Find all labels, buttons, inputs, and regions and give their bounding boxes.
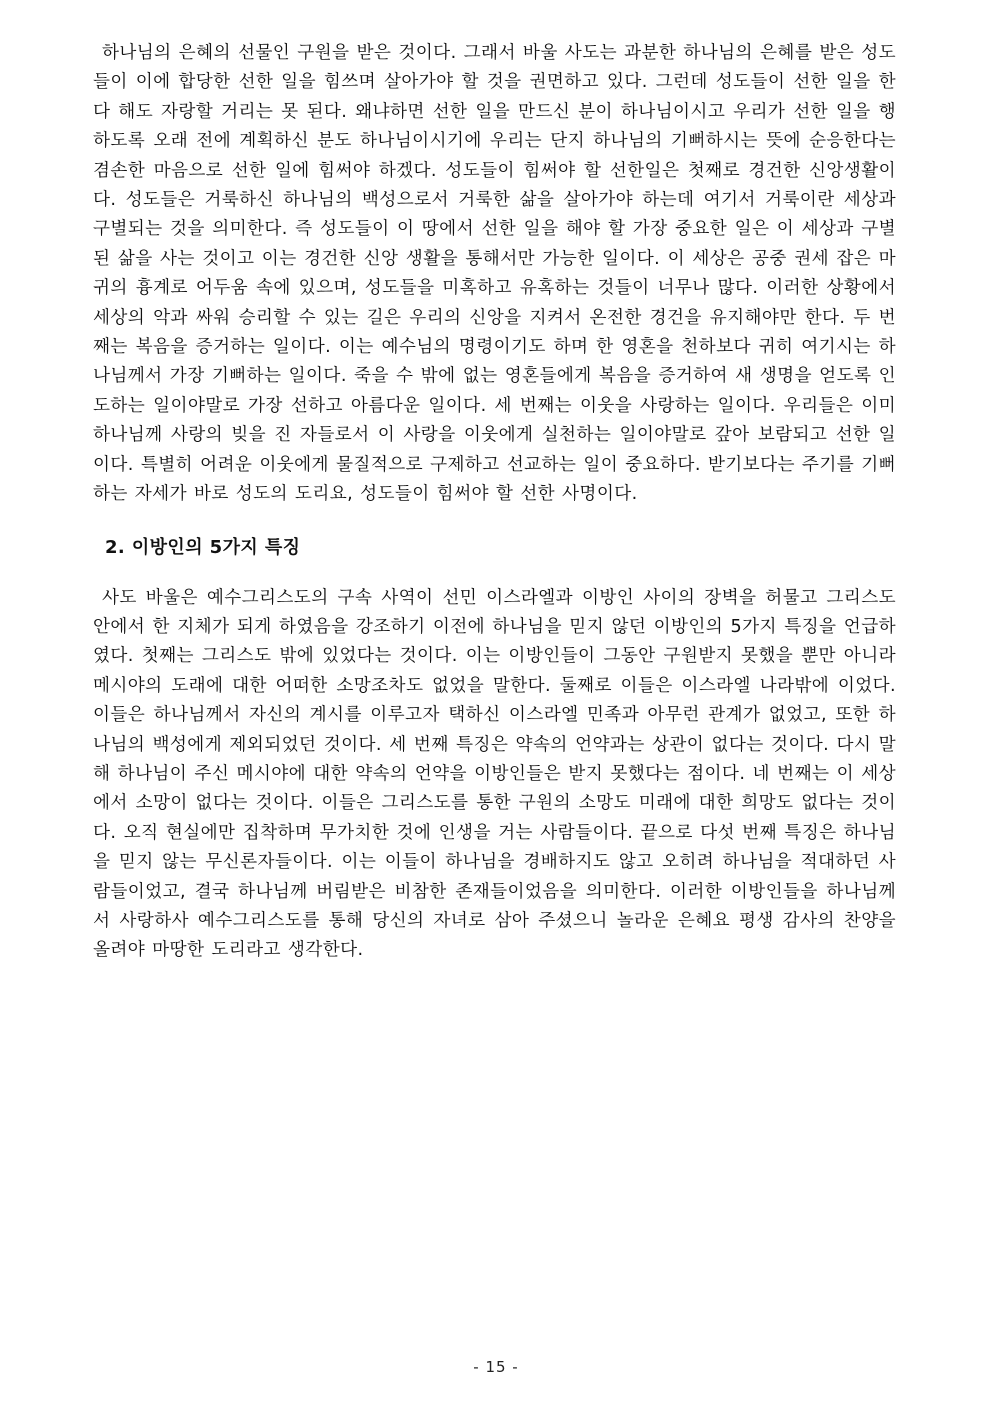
section-heading: 2. 이방인의 5가지 특징 — [105, 536, 301, 558]
body-paragraph-2: 사도 바울은 예수그리스도의 구속 사역이 선민 이스라엘과 이방인 사이의 장벽을 허물고 그리스도 안에서 한 지체가 되게 하였음을 강조하기 이전에 하나님을 믿지 않던 이방인의 5가지 특징을 언급하였다. 첫째는 그리스도 밖에 있었다는 것이다. 이는 이방인들이 그동안 구원받지 못했을 뿐만 아니라 메시야의 도래에 대한 어떠한 소망조차도 없었을 말한다. 둘째로 이들은 이스라엘 나라밖에 이었다. 이들은 하나님께서 자신의 계시를 이루고자 택하신 이스라엘 민족과 아무런 관계가 없었고, 또한 하나님의 백성에게 제외되었던 것이다. 세 번째 특징은 약속의 언약과는 상관이 없다는 것이다. 다시 말해 하나님이 주신 메시야에 대한 약속의 언약을 이방인들은 받지 못했다는 점이다. 네 번째는 이 세상에서 소망이 없다는 것이다. 이들은 그리스도를 통한 구원의 소망도 미래에 대한 희망도 없다는 것이다. 오직 현실에만 집착하며 무가치한 것에 인생을 거는 사람들이다. 끝으로 다섯 번째 특징은 하나님을 믿지 않는 무신론자들이다. 이는 이들이 하나님을 경배하지도 않고 오히려 하나님을 적대하던 사람들이었고, 결국 하나님께 버림받은 비참한 존재들이었음을 의미한다. 이러한 이방인들을 하나님께서 사랑하사 예수그리스도를 통해 당신의 자녀로 삼아 주셨으니 놀라운 은혜요 평생 감사의 찬양을 올려야 마땅한 도리라고 생각한다. — [93, 587, 896, 961]
body-paragraph-1: 하나님의 은혜의 선물인 구원을 받은 것이다. 그래서 바울 사도는 과분한 하나님의 은혜를 받은 성도들이 이에 합당한 선한 일을 힘쓰며 살아가야 할 것을 권면하고 있다. 그런데 성도들이 선한 일을 한다 해도 자랑할 거리는 못 된다. 왜냐하면 선한 일을 만드신 분이 하나님이시고 우리가 선한 일을 행하도록 오래 전에 계획하신 분도 하나님이시기에 우리는 단지 하나님의 기뻐하시는 뜻에 순응한다는 겸손한 마음으로 선한 일에 힘써야 하겠다. 성도들이 힘써야 할 선한일은 첫째로 경건한 신앙생활이다. 성도들은 거룩하신 하나님의 백성으로서 거룩한 삶을 살아가야 하는데 여기서 거룩이란 세상과 구별되는 것을 의미한다. 즉 성도들이 이 땅에서 선한 일을 해야 할 가장 중요한 일은 이 세상과 구별된 삶을 사는 것이고 이는 경건한 신앙 생활을 통해서만 가능한 일이다. 이 세상은 공중 권세 잡은 마귀의 흉계로 어두움 속에 있으며, 성도들을 미혹하고 유혹하는 것들이 너무나 많다. 이러한 상황에서 세상의 악과 싸워 승리할 수 있는 길은 우리의 신앙을 지켜서 온전한 경건을 유지해야만 한다. 두 번째는 복음을 증거하는 일이다. 이는 예수님의 명령이기도 하며 한 영혼을 천하보다 귀히 여기시는 하나님께서 가장 기뻐하는 일이다. 죽을 수 밖에 없는 영혼들에게 복음을 증거하여 새 생명을 얻도록 인도하는 일이야말로 가장 선하고 아름다운 일이다. 세 번째는 이웃을 사랑하는 일이다. 우리들은 이미 하나님께 사랑의 빚을 진 자들로서 이 사랑을 이웃에게 실천하는 일이야말로 갚아 보람되고 선한 일이다. 특별히 어려운 이웃에게 물질적으로 구제하고 선교하는 일이 중요하다. 받기보다는 주기를 기뻐하는 자세가 바로 성도의 도리요, 성도들이 힘써야 할 선한 사명이다. — [93, 43, 896, 505]
document-page — [93, 39, 896, 966]
page-number: - 15 - — [473, 1358, 519, 1376]
